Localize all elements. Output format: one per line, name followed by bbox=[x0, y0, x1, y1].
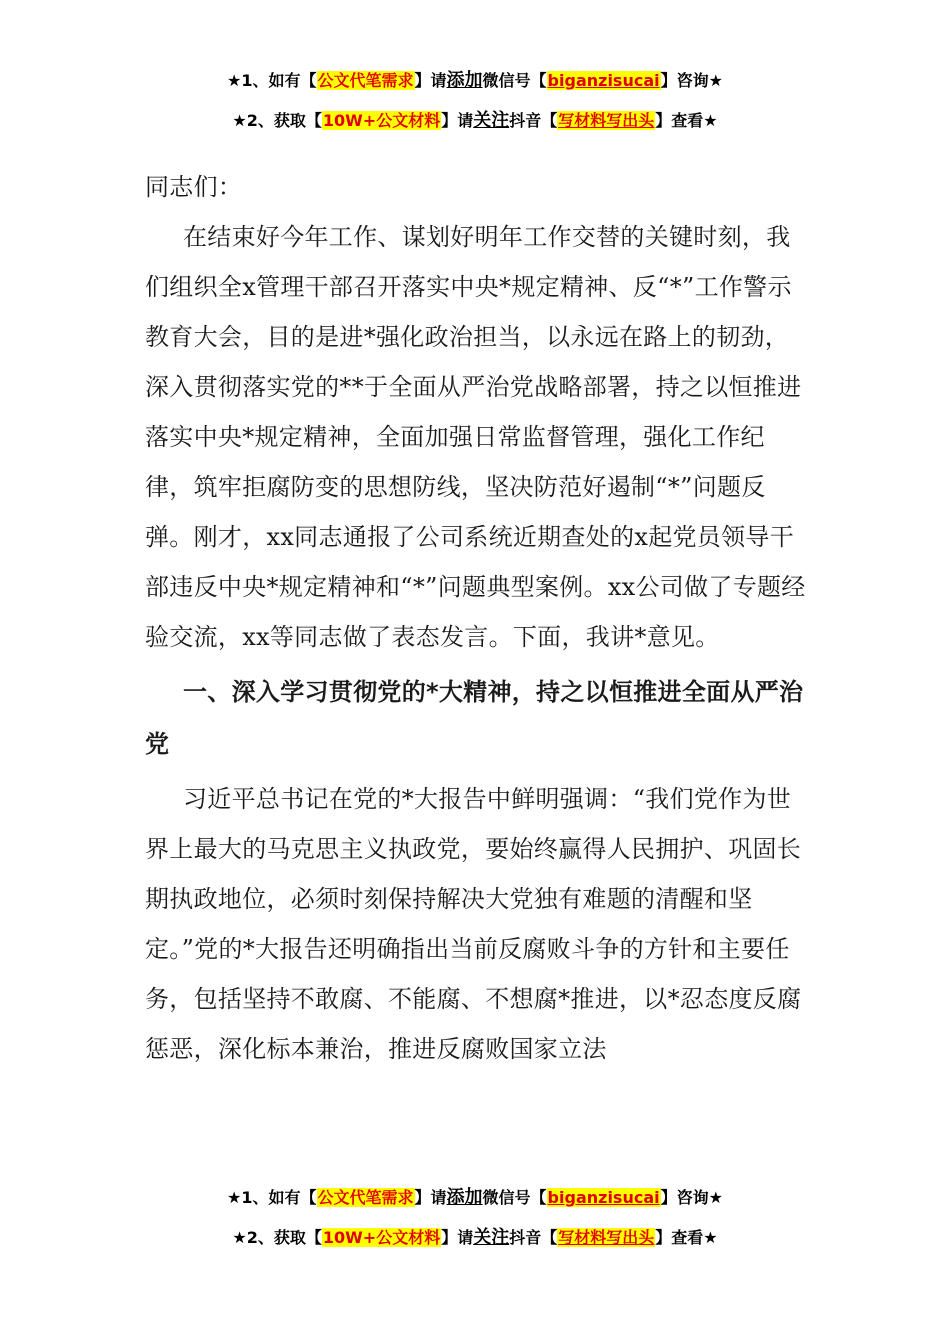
top-banner-line-1 bbox=[0, 70, 950, 92]
banner-underline: 添加 bbox=[446, 70, 483, 91]
banner-text: 】查看★ bbox=[655, 1228, 718, 1247]
banner-underline: 添加 bbox=[446, 1187, 483, 1208]
bottom-banner-line-2 bbox=[0, 1227, 950, 1249]
document-body bbox=[145, 162, 810, 1074]
banner-text: ★2、获取【 bbox=[232, 111, 322, 130]
salutation: 同志们： bbox=[145, 173, 243, 201]
banner-text: ★1、如有【 bbox=[227, 1188, 317, 1207]
banner-text: 】请 bbox=[441, 1228, 474, 1247]
banner-text: 】请 bbox=[414, 71, 447, 90]
banner-text: 微信号【 bbox=[482, 1188, 547, 1207]
banner-douyin-name: 写材料写出头 bbox=[558, 1228, 655, 1247]
banner-highlight: 10W+公文材料 bbox=[322, 111, 441, 130]
top-banner-line-2 bbox=[0, 110, 950, 132]
banner-douyin-name: 写材料写出头 bbox=[558, 111, 655, 130]
banner-wechat-id: biganzisucai bbox=[547, 1188, 660, 1207]
banner-wechat-id: biganzisucai bbox=[547, 71, 660, 90]
banner-text: 抖音【 bbox=[509, 111, 558, 130]
banner-text: 微信号【 bbox=[482, 71, 547, 90]
banner-highlight: 公文代笔需求 bbox=[317, 1188, 414, 1207]
banner-underline: 关注 bbox=[473, 1227, 510, 1248]
banner-text: ★2、获取【 bbox=[232, 1228, 322, 1247]
banner-text: ★1、如有【 bbox=[227, 71, 317, 90]
bottom-banner-line-1 bbox=[0, 1187, 950, 1209]
paragraph-intro: 在结束好今年工作、谋划好明年工作交替的关键时刻，我们组织全x管理干部召开落实中央*规定精神、反“*”工作警示教育大会，目的是进*强化政治担当，以永远在路上的韧劲，深入贯彻落实党的**于全面从严治党战略部署，持之以恒推进落实中央*规定精神，全面加强日常监督管理，强化工作纪律，筑牢拒腐防变的思想防线，坚决防范好遏制“*”问题反弹。刚才，xx同志通报了公司系统近期查处的x起党员领导干部违反中央*规定精神和“*”问题典型案例。xx公司做了专题经验交流，xx等同志做了表态发言。下面，我讲*意见。 bbox=[145, 223, 806, 651]
banner-text: 】咨询★ bbox=[660, 71, 723, 90]
banner-text: 】请 bbox=[441, 111, 474, 130]
banner-text: 】咨询★ bbox=[660, 1188, 723, 1207]
banner-text: 】请 bbox=[414, 1188, 447, 1207]
banner-highlight: 公文代笔需求 bbox=[317, 71, 414, 90]
banner-text: 抖音【 bbox=[509, 1228, 558, 1247]
banner-highlight: 10W+公文材料 bbox=[322, 1228, 441, 1247]
section-heading-1: 一、深入学习贯彻党的*大精神，持之以恒推进全面从严治党 bbox=[145, 678, 804, 758]
paragraph-section-1: 习近平总书记在党的*大报告中鲜明强调：“我们党作为世界上最大的马克思主义执政党，要始终赢得人民拥护、巩固长期执政地位，必须时刻保持解决大党独有难题的清醒和坚定。”党的*大报告还明确指出当前反腐败斗争的方针和主要任务，包括坚持不敢腐、不能腐、不想腐*推进，以*忍态度反腐惩恶，深化标本兼治，推进反腐败国家立法 bbox=[145, 785, 802, 1063]
banner-underline: 关注 bbox=[473, 110, 510, 131]
banner-text: 】查看★ bbox=[655, 111, 718, 130]
